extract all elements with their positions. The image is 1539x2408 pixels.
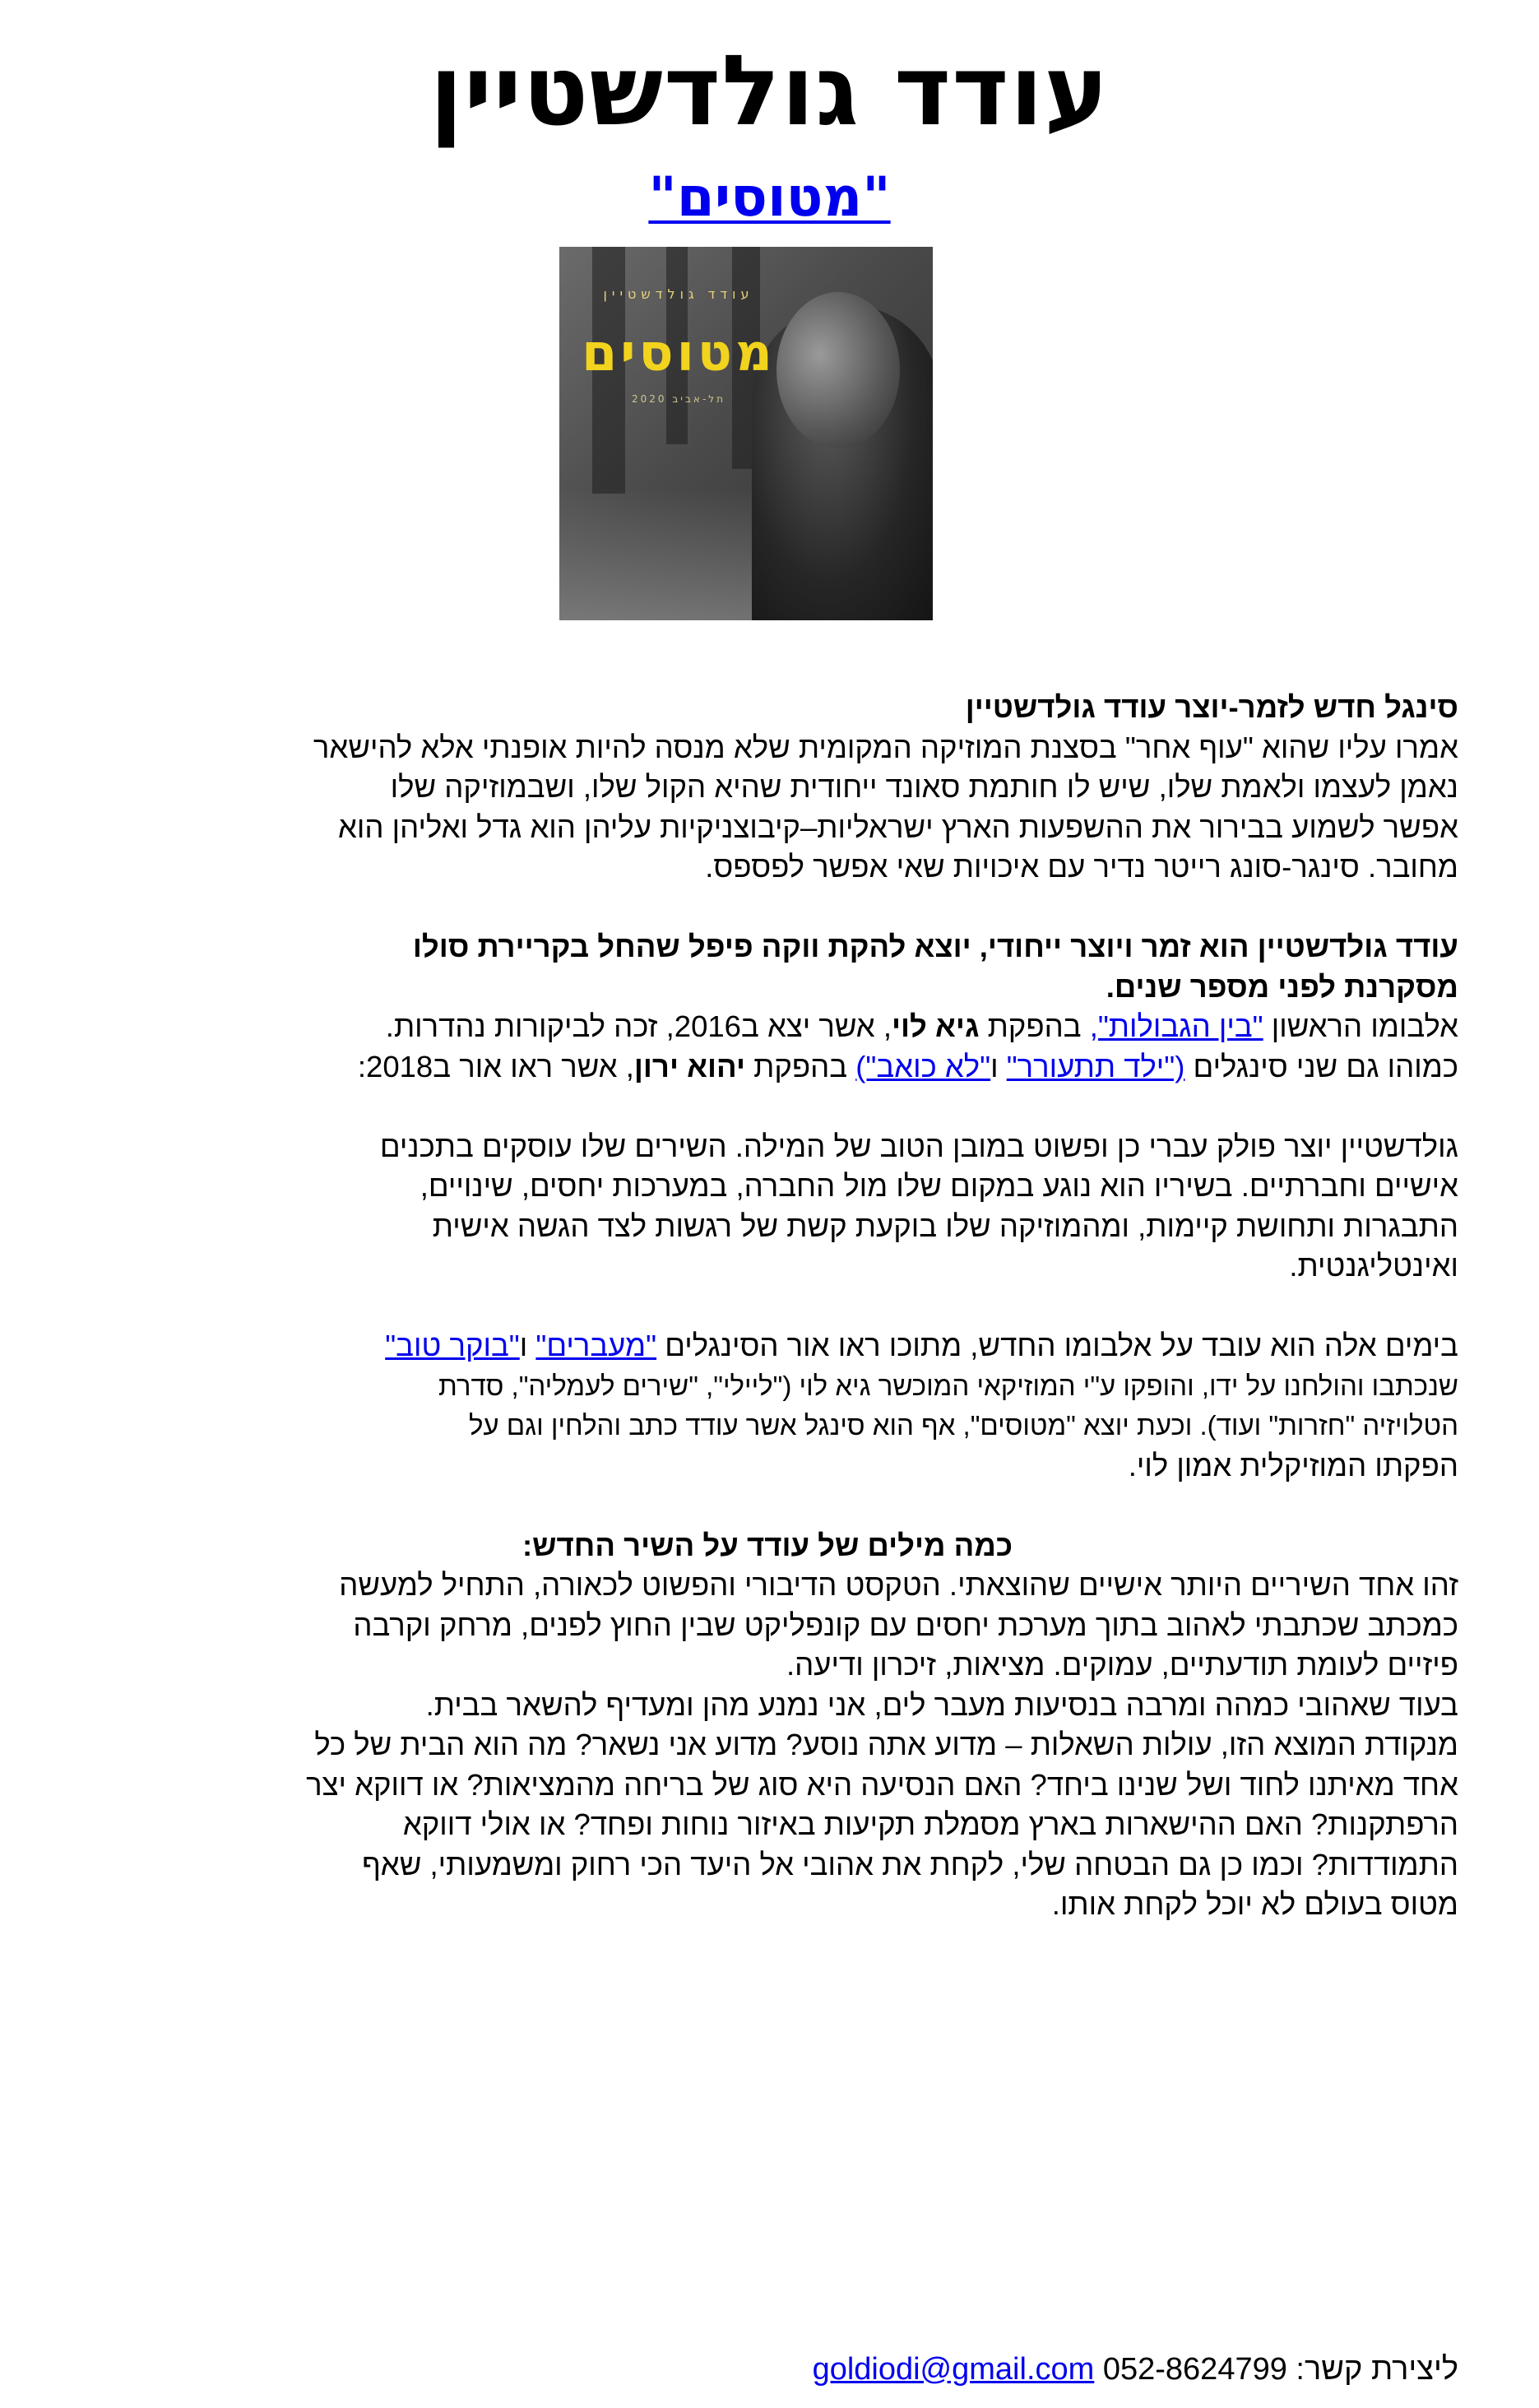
song-words-line: אחד מאיתנו לחוד ושל שנינו ביחד? האם הנסיעה היא סוג של בריחה מהמציאות? או דווקא יצר xyxy=(306,1767,1458,1802)
style-line: גולדשטיין יוצר פולק עברי כן ופשוט במובן הטוב של המילה. השירים שלו עוסקים בתכנים xyxy=(379,1129,1458,1163)
new-album-line: שנכתבו והולחנו על ידו, והופקו ע"י המוזיקאי המוכשר גיא לוי ("ליילי", "שירים לעמליה", סדרת xyxy=(438,1370,1458,1401)
producer-name: יהוא ירון xyxy=(633,1049,745,1083)
paragraph-gap xyxy=(76,888,1458,928)
contact-label: ליצירת קשר: xyxy=(1286,2352,1458,2387)
intro-heading: סינגל חדש לזמר-יוצר עודד גולדשטיין xyxy=(965,690,1458,724)
new-album-line: הפקתו המוזיקלית אמון לוי. xyxy=(1128,1448,1458,1482)
contact-email-link[interactable]: goldiodi@gmail.com xyxy=(812,2352,1095,2387)
song-words-line: הרפתקנות? האם ההישארות בארץ מסמלת תקיעות באיזור נוחות ופחד? או אולי דווקא xyxy=(402,1807,1458,1841)
single-boker-tov-link[interactable]: "בוקר טוב" xyxy=(385,1329,520,1362)
song-words-line: מטוס בעולם לא יוכל לקחת אותו. xyxy=(1051,1887,1458,1921)
singles-line xyxy=(76,1047,1458,1088)
text-run: ו xyxy=(990,1049,1007,1083)
intro-line: אפשר לשמוע בבירור את ההשפעות הארץ ישראליות–קיבוצניקיות עליהן הוא גדל ואליהן הוא xyxy=(337,810,1458,844)
text-run: בהפקת xyxy=(744,1049,856,1083)
contact-line xyxy=(76,2349,1458,2390)
first-album-line xyxy=(76,1007,1458,1047)
paragraph-gap xyxy=(76,1486,1458,1526)
intro-line: אמרו עליו שהוא "עוף אחר" בסצנת המוזיקה המקומית שלא מנסה להיות אופנתי אלא להישאר xyxy=(313,730,1458,764)
contact-phone: 052-8624799 xyxy=(1102,2352,1287,2387)
text-run: כמוהו גם שני סינגלים xyxy=(1184,1049,1458,1083)
new-album-line: הטלויזיה "חזרות" ועוד). וכעת יוצא "מטוסים", אף הוא סינגל אשר עודד כתב והלחין וגם על xyxy=(468,1410,1458,1441)
paragraph-gap xyxy=(76,1287,1458,1327)
intro-line: נאמן לעצמו ולאמת שלו, שיש לו חותמת סאונד ייחודית שהיא הקול שלו, ושבמוזיקה שלו xyxy=(390,770,1458,804)
text-run: ו xyxy=(519,1329,536,1362)
song-title-link[interactable]: "מטוסים" xyxy=(648,165,891,229)
paragraph-gap xyxy=(76,1087,1458,1127)
about-bold-line: מסקרנת לפני מספר שנים. xyxy=(1106,969,1458,1004)
producer-name: גיא לוי xyxy=(892,1009,980,1043)
style-line: התבגרות ותחושת קיימות, ומהמוזיקה שלו בוקעת קשת של רגשות לצד הגשה אישית xyxy=(432,1209,1458,1243)
text-run: , אשר יצא ב2016, זכה לביקורות נהדרות. xyxy=(385,1009,892,1043)
song-words-line: מנקודת המוצא הזו, עולות השאלות – מדוע אתה נוסע? מדוע אני נשאר? מה הוא הבית של כל xyxy=(314,1728,1458,1761)
text-run: , אשר ראו אור ב2018: xyxy=(357,1049,634,1083)
album-cover-image xyxy=(559,247,933,620)
song-words-heading: כמה מילים של עודד על השיר החדש: xyxy=(521,1528,1013,1562)
song-title xyxy=(0,165,1539,230)
text-run: בימים אלה הוא עובד על אלבומו החדש, מתוכו ראו אור הסינגלים xyxy=(656,1329,1458,1362)
song-words-line: התמודדות? וכמו כן גם הבטחה שלי, לקחת את אהובי אל היעד הכי רחוק ומשמעותי, שאף xyxy=(362,1847,1458,1881)
cover-head-shape xyxy=(776,292,900,448)
cover-album-text: מטוסים xyxy=(582,322,776,383)
cover-artist-text: עודד גולדשטיין xyxy=(603,286,754,302)
about-bold-line: עודד גולדשטיין הוא זמר ויוצר ייחודי, יוצא להקת ווקה פיפל שהחל בקריירת סולו xyxy=(412,930,1458,963)
style-line: ואינטליגנטית. xyxy=(1289,1249,1458,1283)
single-yeled-link[interactable]: ("ילד תתעורר" xyxy=(1006,1049,1185,1083)
page-title: עודד גולדשטיין xyxy=(429,34,1110,147)
song-words-line: כמכתב שכתבתי לאהוב בתוך מערכת יחסים עם קונפליקט שבין החוץ לפנים, מרחק וקרבה xyxy=(353,1608,1458,1642)
new-album-line xyxy=(76,1326,1458,1366)
album-bein-hagvulot-link[interactable]: "בין הגבולות", xyxy=(1089,1009,1263,1043)
text-run: בהפקת xyxy=(979,1009,1090,1043)
single-lo-koev-link[interactable]: "לא כואב") xyxy=(855,1049,991,1083)
song-words-line: זהו אחד השיריים היותר אישיים שהוצאתי. הטקסט הדיבורי והפשוט לכאורה, התחיל למעשה xyxy=(339,1568,1458,1602)
song-words-line: בעוד שאהובי כמהה ומרבה בנסיעות מעבר לים, אני נמנע מהן ומעדיף להשאר בבית. xyxy=(425,1687,1458,1722)
text-run: אלבומו הראשון xyxy=(1263,1009,1458,1043)
article-body xyxy=(76,688,1458,1925)
cover-place-text: תל-אביב 2020 xyxy=(632,393,725,405)
single-maavarim-link[interactable]: "מעברים" xyxy=(535,1329,657,1362)
intro-line: מחובר. סינגר-סונג רייטר נדיר עם איכויות שאי אפשר לפספס. xyxy=(705,850,1458,884)
song-words-line: פיזיים לעומת תודעתיים, עמוקים. מציאות, זיכרון ודיעה. xyxy=(786,1648,1458,1682)
style-line: אישיים וחברתיים. בשיריו הוא נוגע במקום שלו מול החברה, במערכות יחסים, שינויים, xyxy=(420,1169,1458,1203)
